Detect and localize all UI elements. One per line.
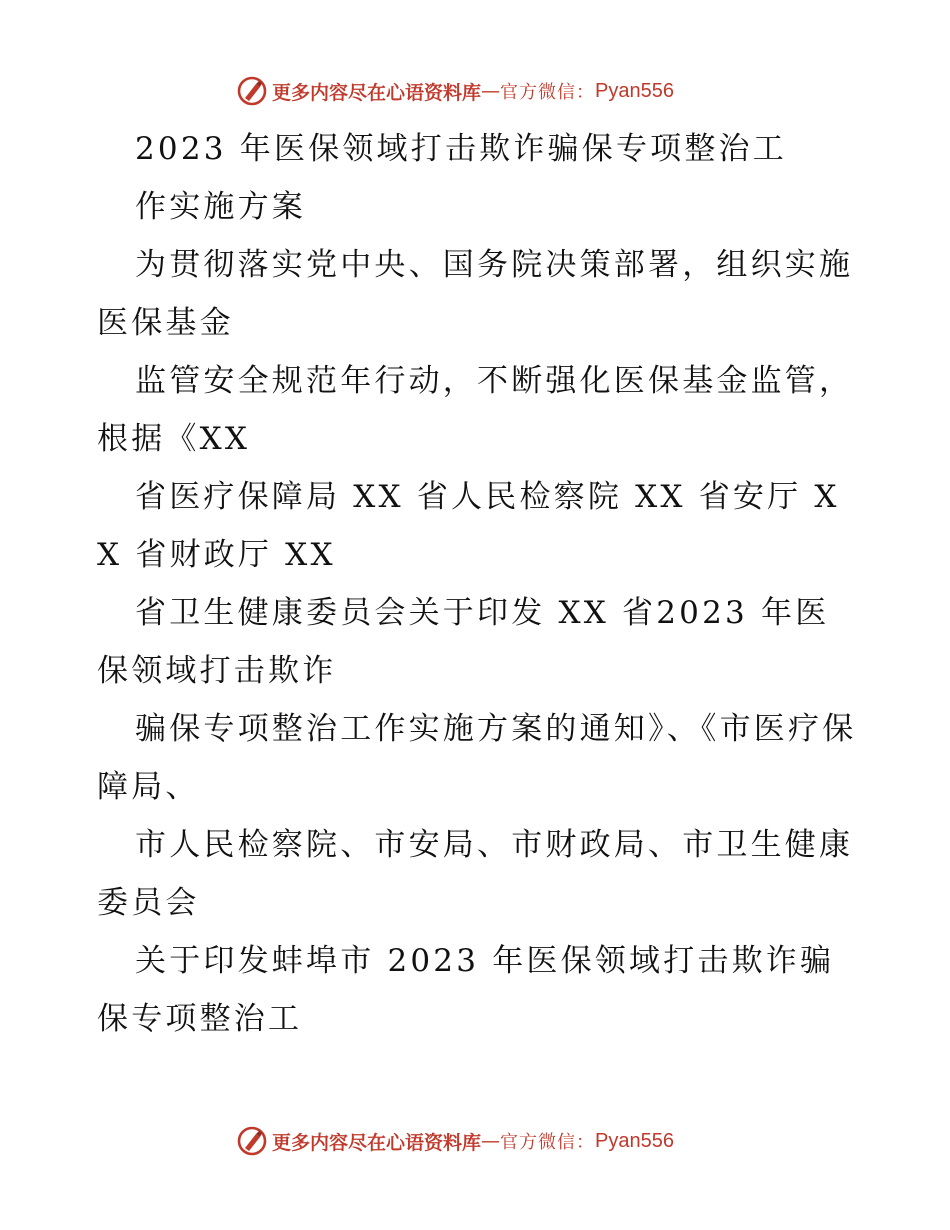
body-line-7: 关于印发蚌埠市 2023 年医保领域打击欺诈骗保专项整治工 xyxy=(97,943,835,1037)
body-line-4: 省卫生健康委员会关于印发 XX 省2023 年医保领域打击欺诈 xyxy=(97,595,830,689)
body-line-3: 省医疗保障局 XX 省人民检察院 XX 省安厅 XX 省财政厅 XX xyxy=(97,479,840,573)
document-title-continuation xyxy=(97,178,857,236)
body-paragraph-1 xyxy=(97,236,857,352)
body-line-2: 监管安全规范年行动，不断强化医保基金监管，根据《XX xyxy=(97,363,854,457)
watermark-separator: — xyxy=(481,80,501,102)
watermark-header xyxy=(236,74,674,108)
watermark-contact-id: Pyan556 xyxy=(595,79,674,102)
watermark-brand: 更多内容尽在心语资料库 xyxy=(272,81,482,104)
body-paragraph-6 xyxy=(97,816,857,932)
watermark-footer xyxy=(236,1124,674,1158)
watermark-contact-label: 官方微信： xyxy=(500,1132,596,1153)
document-title-paragraph xyxy=(97,120,857,178)
body-paragraph-3 xyxy=(97,468,857,584)
watermark-contact-label: 官方微信： xyxy=(500,82,596,103)
body-paragraph-4 xyxy=(97,584,857,700)
pen-circle-logo-icon xyxy=(236,1125,268,1157)
body-paragraph-7 xyxy=(97,932,857,1048)
body-line-6: 市人民检察院、市安局、市财政局、市卫生健康委员会 xyxy=(97,827,854,921)
body-paragraph-2 xyxy=(97,352,857,468)
pen-circle-logo-icon xyxy=(236,75,268,107)
title-line-1: 2023 年医保领域打击欺诈骗保专项整治工 xyxy=(135,131,787,167)
body-paragraph-5 xyxy=(97,700,857,816)
watermark-separator: — xyxy=(481,1130,501,1152)
body-line-1: 为贯彻落实党中央、国务院决策部署，组织实施医保基金 xyxy=(97,247,854,341)
title-line-2: 作实施方案 xyxy=(135,189,306,225)
document-body xyxy=(97,120,857,1048)
watermark-contact-id: Pyan556 xyxy=(595,1129,674,1152)
body-line-5: 骗保专项整治工作实施方案的通知》、《市医疗保障局、 xyxy=(97,711,857,805)
watermark-brand: 更多内容尽在心语资料库 xyxy=(272,1131,482,1154)
